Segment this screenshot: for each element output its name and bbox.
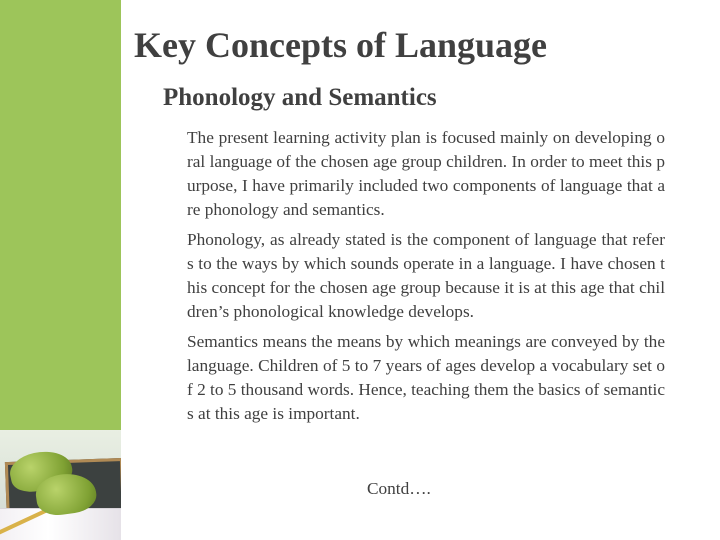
paragraph-intro: The present learning activity plan is focused mainly on developing oral language of the chosen age group children. In order to meet this purpose, I have primarily included two components of language that are phonology and semantics.	[187, 128, 665, 219]
slide-title: Key Concepts of Language	[134, 25, 547, 65]
shoes-photo	[0, 430, 121, 540]
slide-subtitle: Phonology and Semantics	[163, 84, 437, 111]
continued-label: Contd….	[367, 479, 431, 498]
paragraph-phonology: Phonology, as already stated is the component of language that refers to the ways by which sounds operate in a language. I have chosen this concept for the chosen age group because it is at this age that children’s phonological knowledge develops.	[187, 230, 665, 321]
paragraph-semantics: Semantics means the means by which meanings are conveyed by the language. Children of 5 to 7 years of ages develop a vocabulary set of 2 to 5 thousand words. Hence, teaching them the basics of semantics at this age is important.	[187, 332, 665, 423]
body-text	[187, 126, 665, 432]
